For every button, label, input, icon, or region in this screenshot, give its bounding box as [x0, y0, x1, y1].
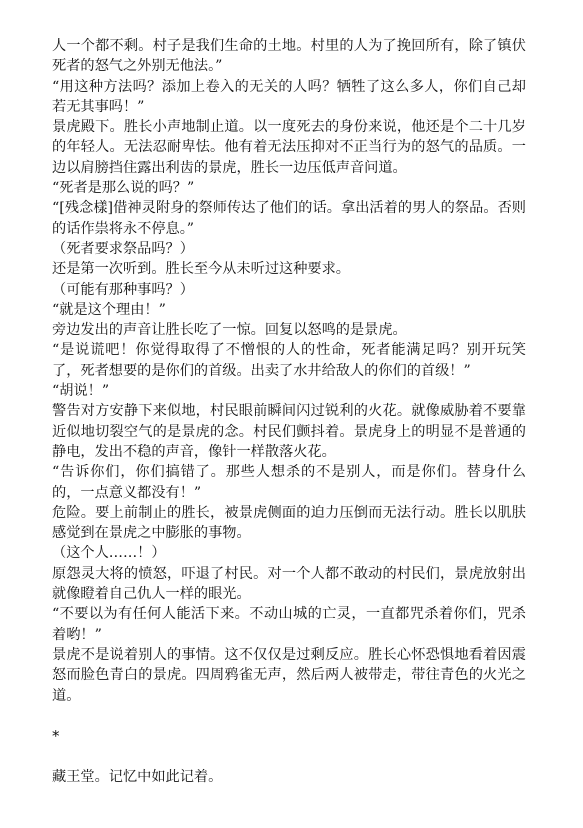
paragraph-9: “就是这个理由！” — [52, 301, 166, 318]
paragraph-7: 还是第一次听到。胜长至今从未听过这种要求。 — [52, 261, 350, 278]
paragraph-2: “用这种方法吗？添加上卷入的无关的人吗？牺牲了这么多人，你们自己却若无其事吗！” — [52, 78, 526, 115]
paragraph-1: 人一个都不剩。村子是我们生命的土地。村里的人为了挽回所有，除了镇伏死者的怒气之外别无他法。” — [52, 38, 526, 75]
blank-line — [52, 706, 526, 726]
section-separator: * — [52, 727, 60, 746]
paragraph-14: “告诉你们，你们搞错了。那些人想杀的不是别人，而是你们。替身什么的，一点意义都没有！” — [52, 464, 526, 501]
paragraph-19: 景虎不是说着别人的事情。这不仅仅是过剩反应。胜长心怀恐惧地看着因震怒而脸色青白的景虎。四周鸦雀无声，然后两人被带走，带往青色的火光之道。 — [52, 646, 526, 704]
paragraph-13: 警告对方安静下来似地，村民眼前瞬间闪过锐利的火花。就像威胁着不要靠近似地切裂空气的是景虎的念。村民们颤抖着。景虎身上的明显不是普通的静电，发出不稳的声音，像针一样散落火花。 — [52, 403, 526, 460]
paragraph-6: （死者要求祭品吗？） — [52, 240, 194, 257]
paragraph-5: “[残念樣]借神灵附身的祭师传达了他们的话。拿出活着的男人的祭品。否则的话作祟将永不停息。” — [52, 200, 526, 237]
paragraph-17: 原怨灵大将的愤怒，吓退了村民。对一个人都不敢动的村民们，景虎放射出就像瞪着自己仇人一样的眼光。 — [52, 565, 526, 603]
blank-line — [52, 746, 526, 766]
document-page — [52, 36, 526, 787]
paragraph-4: “死者是那么说的吗？” — [52, 180, 195, 197]
paragraph-15: 危险。要上前制止的胜长，被景虎侧面的迫力压倒而无法行动。胜长以肌肤感觉到在景虎之中膨胀的事物。 — [52, 504, 526, 542]
paragraph-11: “是说谎吧！你觉得取得了不憎恨的人的性命，死者能满足吗？别开玩笑了，死者想要的是你们的首级。出卖了水井给敌人的你们的首级！” — [52, 342, 526, 379]
closing-line: 藏王堂。记忆中如此记着。 — [52, 768, 223, 785]
paragraph-10: 旁边发出的声音让胜长吃了一惊。回复以怒鸣的是景虎。 — [52, 322, 407, 339]
paragraph-16: （这个人……！） — [52, 545, 166, 562]
paragraph-18: “不要以为有任何人能活下来。不动山城的亡灵，一直都咒杀着你们，咒杀着哟！” — [52, 606, 526, 643]
paragraph-12: “胡说！” — [52, 383, 110, 400]
paragraph-3: 景虎殿下。胜长小声地制止道。以一度死去的身份来说，他还是个二十几岁的年轻人。无法忍耐卑怯。他有着无法压抑对不正当行为的怒气的品质。一边以肩膀挡住露出利齿的景虎，胜长一边压低声音问道。 — [52, 119, 526, 176]
paragraph-8: （可能有那种事吗？） — [52, 281, 194, 298]
